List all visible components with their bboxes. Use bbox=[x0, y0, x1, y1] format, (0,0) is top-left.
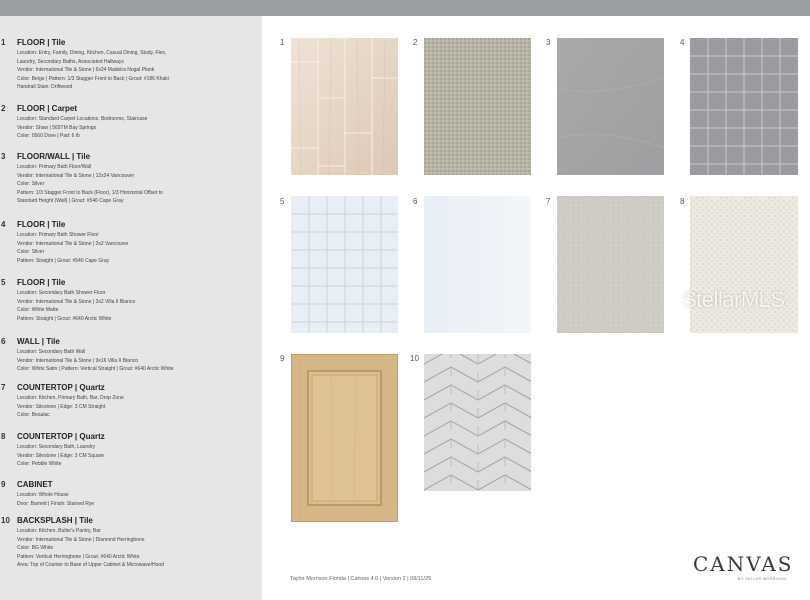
footer-text: Taylor Morrison Florida | Canvas 4.0 | Version 2 | 08/11/25 bbox=[290, 576, 432, 582]
swatch-number-2: 2 bbox=[413, 38, 418, 47]
swatch-beaulac-quartz bbox=[557, 196, 664, 333]
spec-detail-line: Location: Kitchen, Butler's Pantry, Bar bbox=[17, 528, 101, 534]
swatch-number-9: 9 bbox=[280, 354, 285, 363]
spec-number: 9 bbox=[1, 480, 6, 489]
spec-heading: BACKSPLASH | Tile bbox=[17, 516, 93, 525]
spec-details bbox=[17, 491, 94, 508]
spec-details bbox=[17, 348, 174, 374]
swatch-number-7: 7 bbox=[546, 197, 551, 206]
spec-detail-line: Location: Secondary Bath Wall bbox=[17, 349, 86, 355]
spec-heading: FLOOR | Carpet bbox=[17, 104, 78, 113]
spec-detail-line: Location: Entry, Family, Dining, Kitchen, Casual Dining, Study, Flex, bbox=[17, 50, 167, 56]
spec-detail-line: Location: Standard Carpet Locations, Bedrooms, Staircase bbox=[17, 116, 148, 122]
spec-detail-line: Color: Beaulac bbox=[17, 412, 50, 418]
spec-heading: FLOOR/WALL | Tile bbox=[17, 152, 91, 161]
spec-detail-line: Vendor: International Tile & Stone | 9x16 Villa II Bianco bbox=[17, 357, 139, 364]
spec-detail-line: Location: Kitchen, Primary Bath, Bar, Drop Zone bbox=[17, 395, 124, 401]
spec-detail-line: Location: Secondary Bath Shower Floor bbox=[17, 290, 106, 296]
swatch-cabinet-door bbox=[291, 354, 398, 522]
spec-number: 4 bbox=[1, 220, 6, 229]
spec-detail-line: Vendor: International Tile & Stone | 6x24 Madeira Nogal Plank bbox=[17, 67, 155, 73]
spec-detail-line: Vendor: International Tile & Stone | 2x2 Villa II Bianco bbox=[17, 298, 136, 305]
spec-details bbox=[17, 49, 169, 92]
swatch-herringbone-backsplash bbox=[424, 354, 531, 491]
spec-details bbox=[17, 443, 104, 469]
spec-details bbox=[17, 394, 124, 420]
spec-detail-line: Area: Top of Counter to Base of Upper Cabinet & Microwave/Hood bbox=[17, 562, 164, 568]
spec-heading: CABINET bbox=[17, 480, 53, 489]
swatch-number-5: 5 bbox=[280, 197, 285, 206]
spec-detail-line: Pattern: Straight | Grout: #546 Cape Gray bbox=[17, 257, 110, 264]
spec-detail-line: Color: White Matte bbox=[17, 307, 59, 313]
spec-number: 3 bbox=[1, 152, 6, 161]
spec-heading: FLOOR | Tile bbox=[17, 220, 66, 229]
swatch-number-3: 3 bbox=[546, 38, 551, 47]
swatch-number-8: 8 bbox=[680, 197, 685, 206]
canvas-logo: CANVAS bbox=[693, 552, 794, 576]
spec-details bbox=[17, 163, 163, 206]
spec-detail-line: Color: BG White bbox=[17, 545, 54, 551]
spec-details bbox=[17, 527, 164, 570]
spec-detail-line: Laundry, Secondary Baths, Associated Hallways bbox=[17, 58, 124, 65]
spec-detail-line: Vendor: Shaw | 565TM Bay Springs bbox=[17, 124, 97, 131]
swatch-white-wall-tile bbox=[424, 196, 531, 333]
spec-list-panel bbox=[0, 16, 262, 600]
spec-number: 10 bbox=[1, 516, 10, 525]
swatch-silver-tile bbox=[557, 38, 664, 175]
swatch-number-1: 1 bbox=[280, 38, 285, 47]
spec-heading: COUNTERTOP | Quartz bbox=[17, 383, 105, 392]
spec-number: 2 bbox=[1, 104, 6, 113]
spec-number: 6 bbox=[1, 337, 6, 346]
spec-detail-line: Location: Primary Bath Floor/Wall bbox=[17, 164, 92, 170]
spec-heading: FLOOR | Tile bbox=[17, 278, 66, 287]
spec-heading: WALL | Tile bbox=[17, 337, 60, 346]
spec-detail-line: Vendor: International Tile & Stone | 2x2 Vancouver bbox=[17, 240, 129, 247]
swatch-number-4: 4 bbox=[680, 38, 685, 47]
spec-number: 7 bbox=[1, 383, 6, 392]
spec-detail-line: Vendor: Silestone | Edge: 3 CM Square bbox=[17, 452, 105, 459]
spec-detail-line: Color: Silver bbox=[17, 249, 45, 255]
spec-detail-line: Color: White Satin | Pattern: Vertical Straight | Grout: #640 Arctic White bbox=[17, 366, 174, 372]
spec-detail-line: Location: Primary Bath Shower Floor bbox=[17, 232, 99, 238]
swatch-plank-tile bbox=[291, 38, 398, 175]
spec-details bbox=[17, 231, 129, 265]
spec-detail-line: Pattern: Vertical Herringbone | Grout: #640 Arctic White bbox=[17, 553, 140, 560]
spec-detail-line: Color: Silver bbox=[17, 181, 45, 187]
spec-number: 5 bbox=[1, 278, 6, 287]
spec-detail-line: Color: Beige | Pattern: 1/3 Stagger Front to Back | Grout: #186 Khaki bbox=[17, 75, 169, 82]
spec-detail-line: Vendor: International Tile & Stone | 12x24 Vancouver bbox=[17, 172, 135, 179]
spec-detail-line: Standard Height (Wall) | Grout: #546 Cape Gray bbox=[17, 198, 124, 204]
swatch-silver-mosaic bbox=[690, 38, 798, 175]
canvas-logo-tagline: BY TAYLOR MORRISON bbox=[738, 577, 787, 581]
spec-number: 1 bbox=[1, 38, 6, 47]
spec-detail-line: Door: Barnett | Finish: Stained Rye bbox=[17, 500, 95, 507]
spec-detail-line: Location: Secondary Bath, Laundry bbox=[17, 444, 96, 450]
spec-detail-line: Pattern: 1/3 Stagger Front to Back (Floor), 1/3 Horizontal Offset to bbox=[17, 189, 163, 196]
spec-detail-line: Color: Pebble White bbox=[17, 461, 62, 467]
spec-heading: FLOOR | Tile bbox=[17, 38, 66, 47]
spec-detail-line: Vendor: International Tile & Stone | Diamond Herringbone bbox=[17, 536, 145, 543]
spec-heading: COUNTERTOP | Quartz bbox=[17, 432, 105, 441]
swatch-carpet bbox=[424, 38, 531, 175]
spec-details bbox=[17, 115, 147, 141]
spec-detail-line: Handrail Stain: Driftwood bbox=[17, 84, 73, 90]
spec-details bbox=[17, 289, 135, 323]
spec-detail-line: Vendor: Silestone | Edge: 3 CM Straight bbox=[17, 403, 106, 410]
watermark: StellarMLS bbox=[682, 287, 785, 312]
swatch-number-6: 6 bbox=[413, 197, 418, 206]
spec-number: 8 bbox=[1, 432, 6, 441]
top-bar bbox=[0, 0, 810, 16]
spec-detail-line: Location: Whole House bbox=[17, 492, 69, 498]
swatch-number-10: 10 bbox=[410, 354, 419, 363]
spec-detail-line: Pattern: Straight | Grout: #640 Arctic White bbox=[17, 315, 112, 322]
swatch-white-mosaic bbox=[291, 196, 398, 333]
spec-detail-line: Color: 0560 Dove | Pad: 6 lb bbox=[17, 133, 80, 139]
